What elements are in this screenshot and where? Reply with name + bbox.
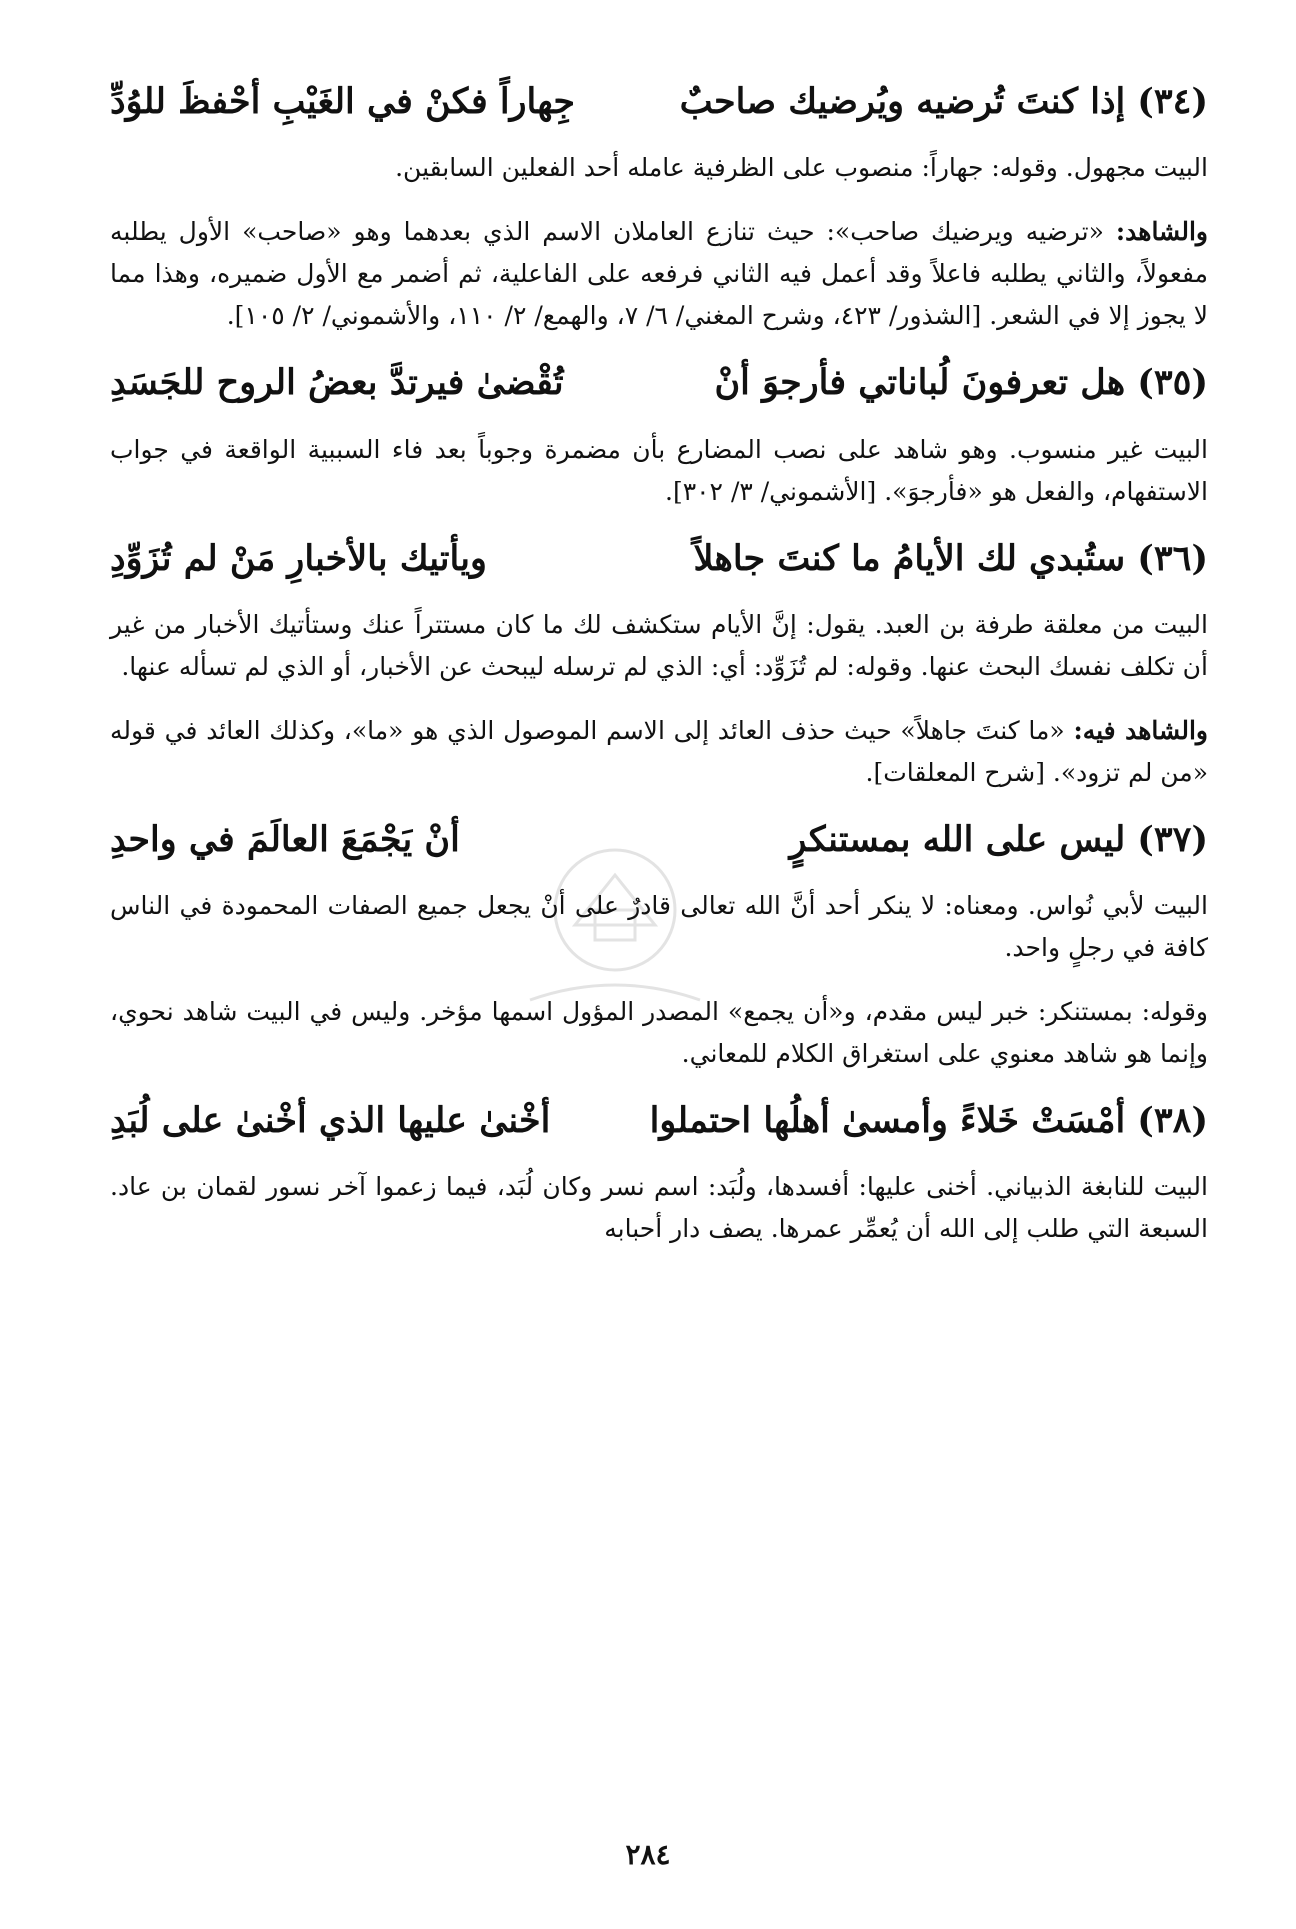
verse-second-hemistich: جِهاراً فكنْ في الغَيْبِ أحْفظَ للوُدِّ <box>109 81 575 122</box>
commentary-paragraph <box>110 604 1208 688</box>
verse-second-hemistich: ويأتيك بالأخبارِ مَنْ لم تُزَوِّدِ <box>109 537 487 579</box>
verse-first-hemistich: أمْسَتْ خَلاءً وأمسىٰ أهلُها احتملوا <box>649 1100 1126 1141</box>
commentary-paragraph <box>110 211 1208 337</box>
commentary-paragraph <box>110 429 1208 513</box>
commentary-paragraph <box>110 1166 1208 1250</box>
paragraph-text: «ترضيه ويرضيك صاحب»: حيث تنازع العاملان الاسم الذي بعدهما وهو «صاحب» الأول يطلبه مفعولاً، والثاني يطلبه فاعلاً وقد أعمل فيه الثاني فرفعه على الفاعلية، ثم أضمر مع الأول ضميره، وهذا مما لا يجوز إلا في الشعر. [الشذور/ ٤٢٣، وشرح المغني/ ٦/ ٧، والهمع/ ٢/ ١١٠، والأشموني/ ٢/ ١٠٥]. <box>110 217 1208 331</box>
verse-34 <box>110 78 1208 125</box>
verse-number: (٣٨) <box>1137 1100 1208 1141</box>
verse-35 <box>110 359 1208 406</box>
verse-number: (٣٤) <box>1137 81 1208 122</box>
verse-first-hemistich: ليس على الله بمستنكرٍ <box>789 818 1126 860</box>
commentary-paragraph <box>110 710 1208 794</box>
paragraph-lead: والشاهد: <box>1115 217 1208 247</box>
commentary-paragraph <box>110 885 1208 969</box>
paragraph-text: وقوله: بمستنكر: خبر ليس مقدم، و«أن يجمع» المصدر المؤول اسمها مؤخر. وليس في البيت شاهد نحوي، وإنما هو شاهد معنوي على استغراق الكلام للمعاني. <box>110 997 1208 1068</box>
paragraph-text: البيت لأبي نُواس. ومعناه: لا ينكر أحد أنَّ الله تعالى قادرٌ على أنْ يجعل جميع الصفات المحمودة في الناس كافة في رجلٍ واحد. <box>110 891 1208 962</box>
verse-number: (٣٧) <box>1137 818 1208 860</box>
verse-first-hemistich: ستُبدي لك الأيامُ ما كنتَ جاهلاً <box>693 537 1126 579</box>
verse-38 <box>110 1097 1208 1144</box>
paragraph-text: البيت مجهول. وقوله: جهاراً: منصوب على الظرفية عامله أحد الفعلين السابقين. <box>395 153 1208 183</box>
verse-36 <box>110 535 1208 582</box>
paragraph-text: البيت من معلقة طرفة بن العبد. يقول: إنَّ الأيام ستكشف لك ما كان مستتراً عنك وستأتيك الأخبار من غير أن تكلف نفسك البحث عنها. وقوله: لم تُزَوِّد: أي: الذي لم ترسله ليبحث عن الأخبار، أو الذي لم تسأله عنها. <box>110 609 1208 681</box>
verse-first-hemistich: إذا كنتَ تُرضيه ويُرضيك صاحبٌ <box>679 81 1126 122</box>
commentary-paragraph <box>110 147 1208 189</box>
page-number: ٢٨٤ <box>625 1838 671 1871</box>
paragraph-text: البيت غير منسوب. وهو شاهد على نصب المضارع بأن مضمرة وجوباً بعد فاء السببية الواقعة في جواب الاستفهام، والفعل هو «فأرجوَ». [الأشموني/ ٣/ ٣٠٢]. <box>110 434 1208 506</box>
verse-second-hemistich: تُقْضىٰ فيرتدَّ بعضُ الروح للجَسَدِ <box>110 362 564 404</box>
verse-number: (٣٥) <box>1137 362 1208 404</box>
paragraph-lead: والشاهد فيه: <box>1073 715 1208 745</box>
page-content <box>110 78 1208 1272</box>
paragraph-text: البيت للنابغة الذبياني. أخنى عليها: أفسدها، ولُبَد: اسم نسر وكان لُبَد، فيما زعموا آخر نسور لقمان بن عاد. السبعة التي طلب إلى الله أن يُعمِّر عمرها. يصف دار أحبابه <box>110 1172 1208 1244</box>
verse-second-hemistich: أخْنىٰ عليها الذي أخْنىٰ على لُبَدِ <box>110 1100 551 1141</box>
paragraph-text: «ما كنتَ جاهلاً» حيث حذف العائد إلى الاسم الموصول الذي هو «ما»، وكذلك العائد في قوله «من لم تزود». [شرح المعلقات]. <box>110 715 1208 787</box>
verse-first-hemistich: هل تعرفونَ لُباناتي فأرجوَ أنْ <box>714 362 1126 404</box>
verse-second-hemistich: أنْ يَجْمَعَ العالَمَ في واحدِ <box>110 818 460 860</box>
commentary-paragraph <box>110 991 1208 1075</box>
verse-number: (٣٦) <box>1137 537 1208 579</box>
verse-37 <box>110 816 1208 863</box>
